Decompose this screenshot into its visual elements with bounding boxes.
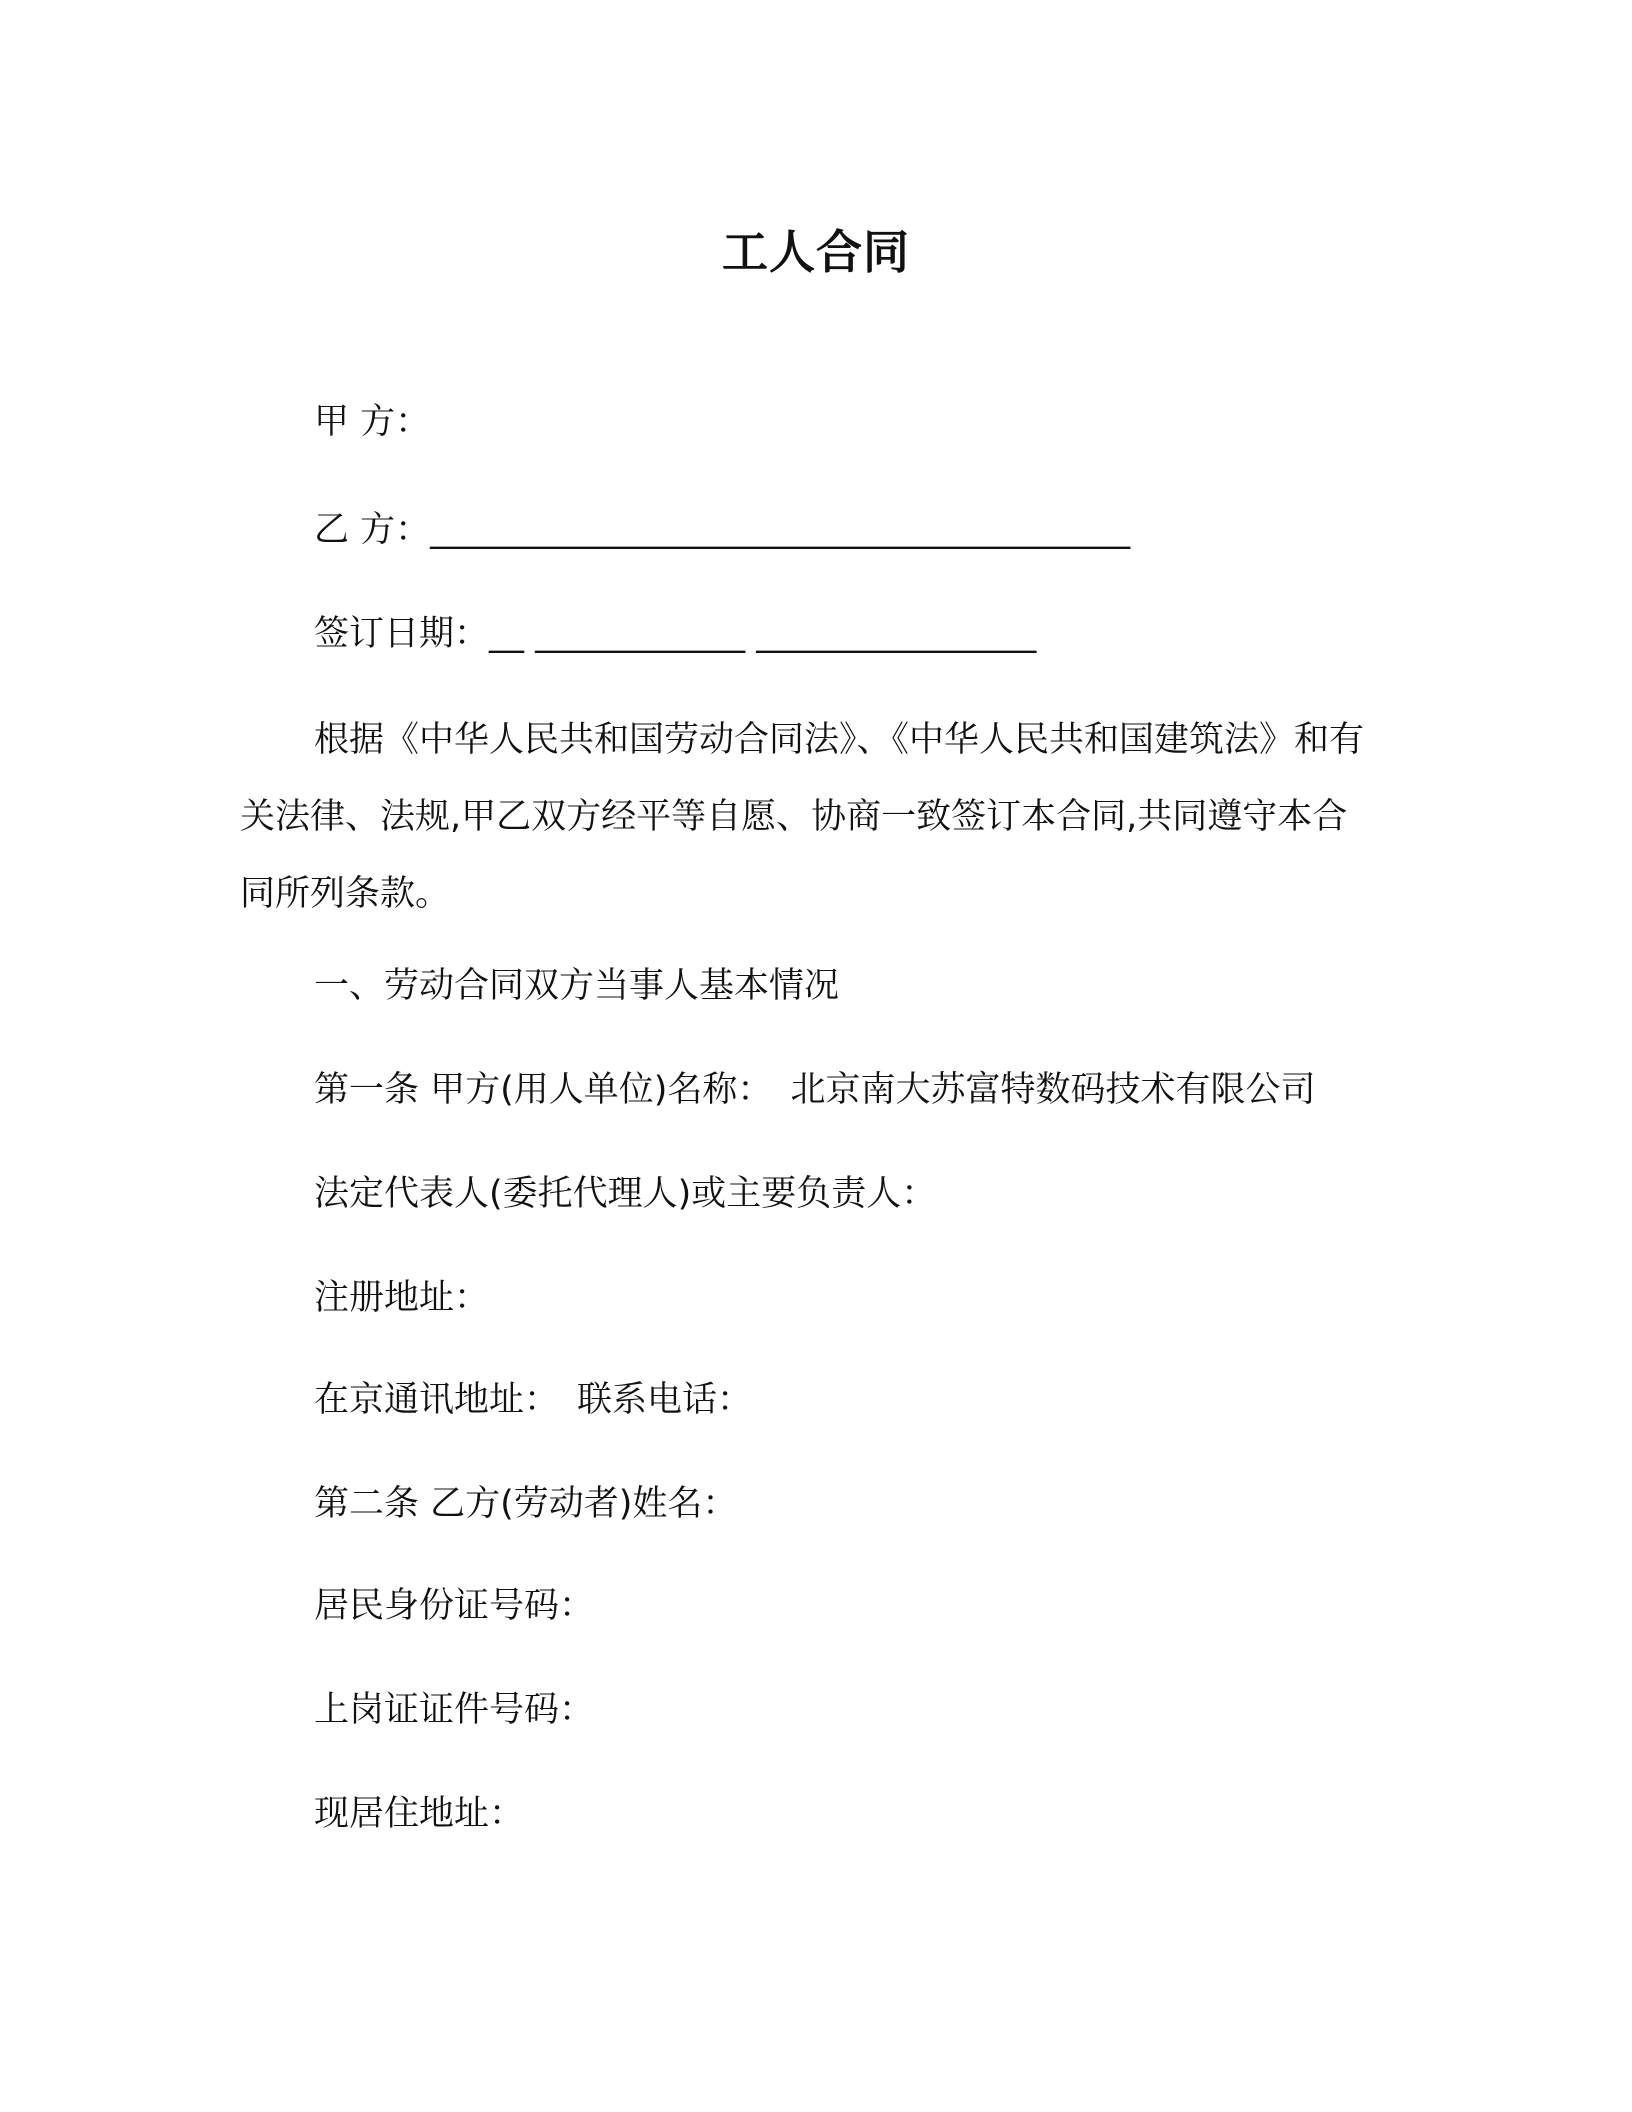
article-1-company-name: 北京南大苏富特数码技术有限公司 — [790, 1070, 1316, 1110]
section-1-heading: 一、劳动合同双方当事人基本情况 — [314, 966, 840, 1006]
post-cert-line: 上岗证证件号码： — [314, 1690, 595, 1730]
id-number-line: 居民身份证号码： — [314, 1586, 595, 1626]
beijing-address-line — [314, 1376, 752, 1424]
legal-rep-line: 法定代表人(委托代理人)或主要负责人： — [314, 1174, 937, 1214]
current-address-line: 现居住地址： — [314, 1794, 525, 1834]
sign-date-line: 签订日期：__ ____________ ________________ — [314, 614, 1037, 654]
document-title: 工人合同 — [722, 225, 910, 279]
reg-address-line: 注册地址： — [314, 1278, 490, 1318]
intro-paragraph: 根据《中华人民共和国劳动合同法》、《中华人民共和国建筑法》和有关法律、法规,甲乙双方经平等自愿、协商一致签订本合同,共同遵守本合同所列条款。 — [240, 720, 1365, 914]
party-a-line: 甲 方： — [314, 402, 431, 442]
phone-label: 联系电话： — [577, 1380, 753, 1420]
article-2-line: 第二条 乙方(劳动者)姓名： — [314, 1484, 738, 1524]
article-1-label: 第一条 甲方(用人单位)名称： — [314, 1070, 773, 1110]
beijing-address-label: 在京通讯地址： — [314, 1380, 560, 1420]
article-1-line — [314, 1066, 1315, 1114]
party-b-line: 乙 方：________________________________________ — [314, 510, 1131, 550]
